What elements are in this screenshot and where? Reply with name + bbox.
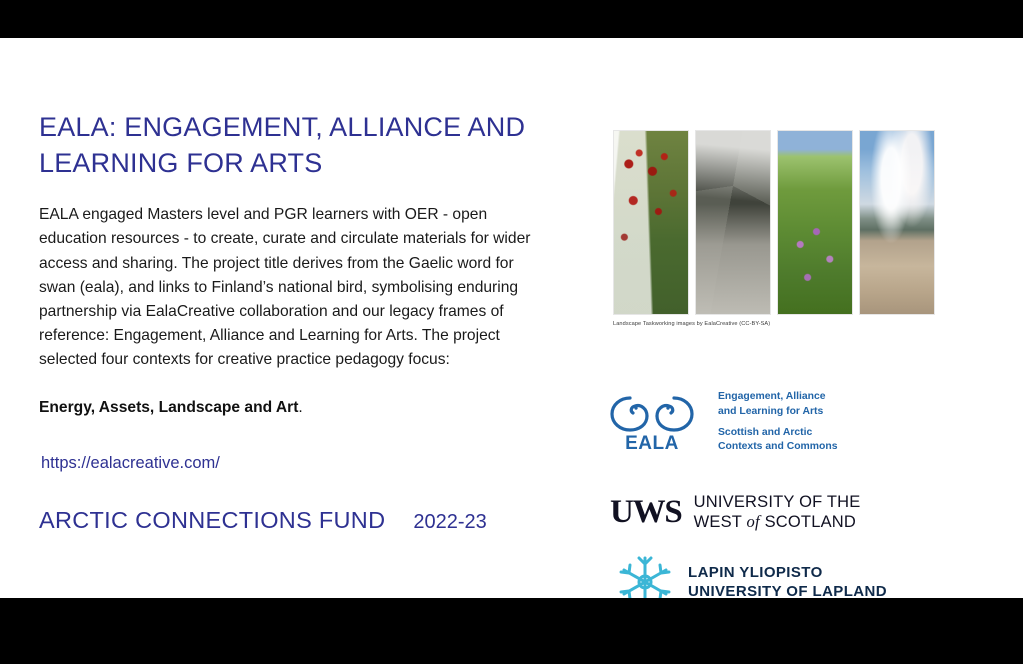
slide-body-paragraph: EALA engaged Masters level and PGR learners with OER - open education resources - to create, curate and circulate materials for wider access and sharing. The project title derives from the Gaelic word for swan (eala), and links to Finland’s national bird, symbolising enduring partnership via EalaCreative collaboration and our legacy frames of reference: Engagement, Alliance and Learning for Arts. The project selected four contexts for creative practice pedagogy focus: [39,206,531,369]
uws-name-line-2-italic: of [746,512,760,532]
uws-name-line-2-pre: WEST [693,513,747,532]
eala-wordmark: EALA [625,432,679,454]
rowan-berries-photo [613,130,689,315]
uws-name-line-2 [694,512,861,532]
focus-contexts-text: Energy, Assets, Landscape and Art [39,399,299,417]
slide-canvas [0,38,1023,598]
uws-logo [610,493,861,532]
eala-swans-icon [600,391,704,455]
funder-name: ARCTIC CONNECTIONS FUND [39,506,386,533]
forest-track-photo [695,130,771,315]
lapland-name-line-1: LAPIN YLIOPISTO [688,563,823,581]
lapland-logo [616,553,887,598]
coastal-sky-photo [859,130,935,315]
eala-strapline-line-3: Scottish and Arctic [718,426,813,438]
eala-strapline-line-2: and Learning for Arts [718,405,824,417]
uws-name-line-1: UNIVERSITY OF THE [693,493,861,511]
photo-strip-caption: Landscape Taskworking images by EalaCreative (CC-BY-SA) [613,321,771,327]
lapland-name [688,563,887,599]
lapland-name-line-2: UNIVERSITY OF LAPLAND [688,583,887,598]
eala-strapline-line-4: Contexts and Commons [718,441,838,453]
eala-logo [600,390,838,455]
meadow-orchids-photo [777,130,853,315]
uws-monogram: UWS [610,494,682,531]
eala-strapline-line-1: Engagement, Alliance [718,391,826,402]
eala-strapline [718,390,838,455]
project-website-link[interactable]: https://ealacreative.com/ [41,453,220,472]
uws-name-line-2-post: SCOTLAND [759,513,857,532]
focus-contexts-period: . [298,399,303,417]
funder-years: 2022-23 [413,510,487,533]
snowflake-icon [616,553,674,598]
slide-focus-contexts [39,396,554,419]
photo-strip-block [613,130,935,327]
uws-name [694,493,861,532]
photo-strip [613,130,935,315]
slide-text-column [39,110,554,534]
funder-row [39,507,554,534]
page-title: EALA: ENGAGEMENT, ALLIANCE AND LEARNING FOR ARTS [39,112,526,178]
